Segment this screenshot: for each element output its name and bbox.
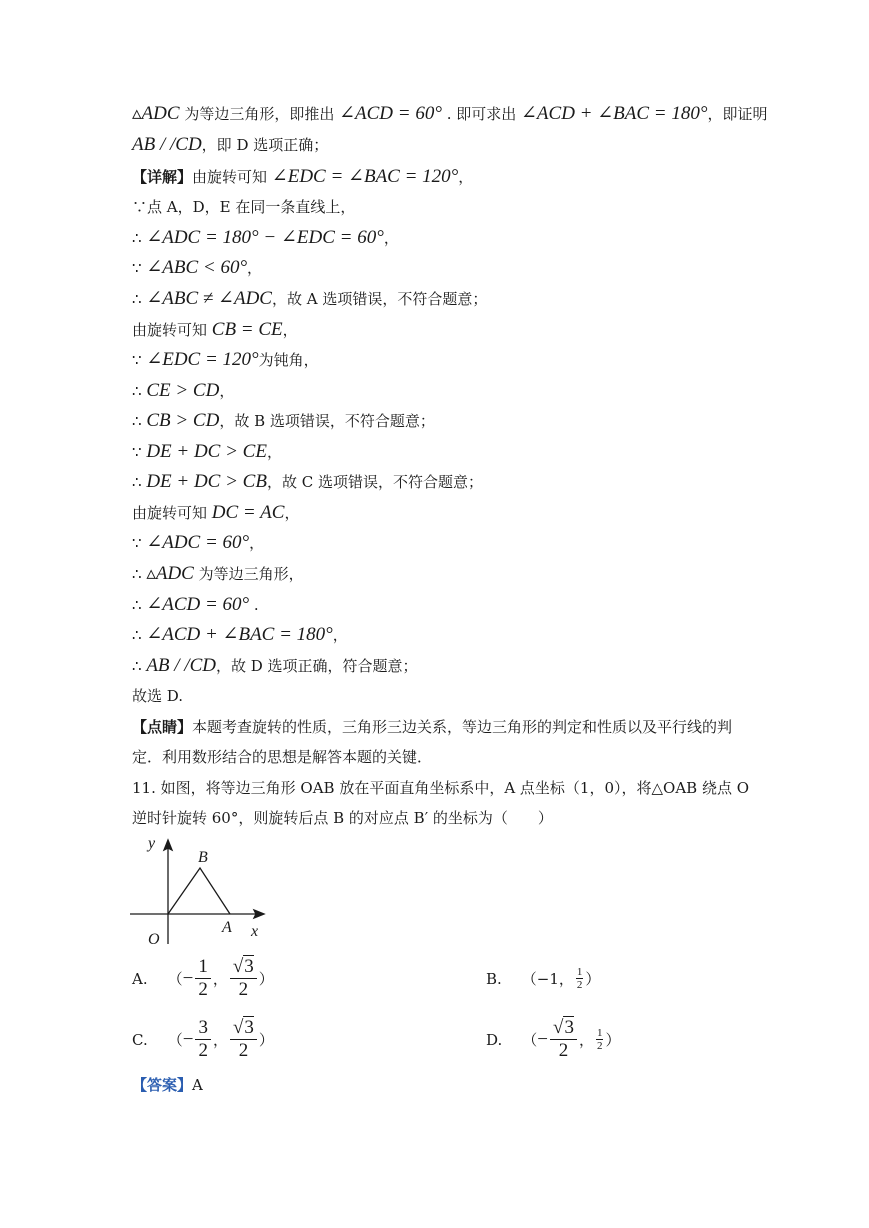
option-c-fraction-2: $\frac{√3}{2}$ bbox=[230, 1017, 257, 1062]
point-b-label: B bbox=[198, 849, 208, 866]
text-line-4: ∵点 A，D，E 在同一条直线上， bbox=[132, 198, 356, 216]
text-line-12: ∵ DE + DC > CE， bbox=[132, 441, 282, 462]
option-d-fraction-2: $\frac{1}{2}$ bbox=[596, 1027, 603, 1052]
x-axis-arrow bbox=[254, 910, 264, 918]
text-line-17: ∴ ∠ACD = 60° . bbox=[132, 594, 259, 615]
text-line-15: ∵ ∠ADC = 60°， bbox=[132, 532, 265, 553]
y-axis-arrow bbox=[164, 840, 172, 850]
text-line-22: 定．利用数形结合的思想是解答本题的关键． bbox=[132, 748, 433, 766]
text-line-8: 由旋转可知 CB = CE， bbox=[132, 319, 298, 340]
y-axis-label: y bbox=[148, 835, 156, 852]
text-line-19: ∴ AB / /CD，故 D 选项正确，符合题意； bbox=[132, 655, 418, 676]
option-b[interactable]: B. （−1， $\frac{1}{2}$ ） bbox=[486, 966, 601, 991]
point-a-label: A bbox=[222, 919, 232, 936]
option-a[interactable]: A. （ − $\frac{1}{2}$ ， $\frac{√3}{2}$ ） bbox=[132, 956, 274, 1000]
text-line-5: ∴ ∠ADC = 180° − ∠EDC = 60°， bbox=[132, 227, 399, 248]
question-11-line-1: 11. 如图，将等边三角形 OAB 放在平面直角坐标系中，A 点坐标（1，0），将△OAB 绕点 O bbox=[132, 779, 750, 797]
text-line-14: 由旋转可知 DC = AC， bbox=[132, 502, 300, 523]
origin-label: O bbox=[148, 931, 160, 946]
option-d-fraction-1: $\frac{√3}{2}$ bbox=[550, 1017, 577, 1062]
text-line-11: ∴ CB > CD，故 B 选项错误，不符合题意； bbox=[132, 410, 435, 431]
option-b-fraction: $\frac{1}{2}$ bbox=[576, 966, 583, 991]
option-c-fraction-1: $\frac{3}{2}$ bbox=[195, 1017, 211, 1062]
option-c[interactable]: C. （ − $\frac{3}{2}$ ， $\frac{√3}{2}$ ） bbox=[132, 1017, 274, 1061]
question-11-line-2: 逆时针旋转 60°，则旋转后点 B 的对应点 B′ 的坐标为（ ） bbox=[132, 809, 553, 827]
triangle-coordinate-figure bbox=[128, 834, 270, 946]
text-line-6: ∵ ∠ABC < 60°， bbox=[132, 257, 263, 278]
option-d[interactable]: D. （ − $\frac{√3}{2}$ ， $\frac{1}{2}$ ） bbox=[486, 1017, 621, 1061]
text-line-16: ∴ ▵ADC 为等边三角形， bbox=[132, 563, 304, 584]
text-line-2: AB / /CD，即 D 选项正确； bbox=[132, 134, 329, 155]
text-line-13: ∴ DE + DC > CB，故 C 选项错误，不符合题意； bbox=[132, 471, 483, 492]
text-line-9: ∵ ∠EDC = 120°为钝角， bbox=[132, 349, 319, 370]
text-line-1: ▵ADC 为等边三角形，即推出 ∠ACD = 60° . 即可求出 ∠ACD + ∠BAC = 180°，即证明 bbox=[132, 103, 768, 124]
option-a-fraction-1: $\frac{1}{2}$ bbox=[195, 956, 211, 1001]
answer-value: A bbox=[192, 1076, 203, 1094]
text-line-10: ∴ CE > CD， bbox=[132, 380, 235, 401]
triangle-oab bbox=[168, 868, 230, 914]
text-line-7: ∴ ∠ABC ≠ ∠ADC，故 A 选项错误，不符合题意； bbox=[132, 288, 488, 309]
answer-line bbox=[132, 1075, 203, 1095]
text-line-20: 故选 D. bbox=[132, 687, 184, 705]
option-a-fraction-2: $\frac{√3}{2}$ bbox=[230, 956, 257, 1001]
x-axis-label: x bbox=[251, 923, 259, 940]
text-line-18: ∴ ∠ACD + ∠BAC = 180°， bbox=[132, 624, 348, 645]
text-line-3: 【详解】由旋转可知 ∠EDC = ∠BAC = 120°， bbox=[132, 166, 474, 187]
answer-tag: 【答案】 bbox=[132, 1076, 193, 1094]
text-line-21: 【点睛】本题考查旋转的性质，三角形三边关系，等边三角形的判定和性质以及平行线的判 bbox=[132, 718, 733, 736]
